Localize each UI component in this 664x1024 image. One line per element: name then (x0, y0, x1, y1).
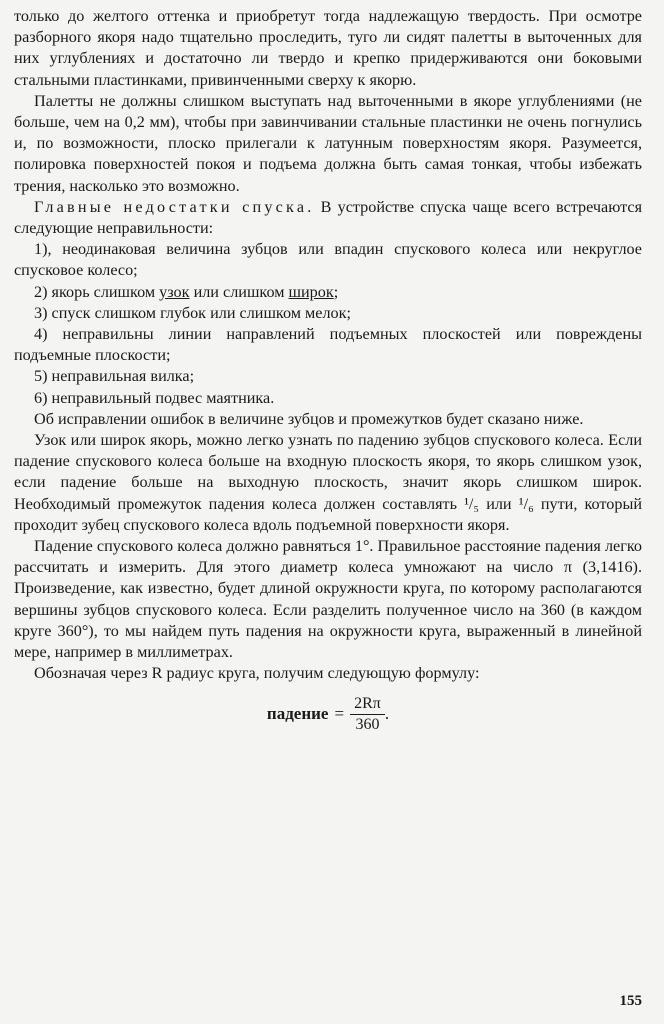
formula-numerator: 2Rπ (350, 695, 385, 715)
formula-denominator: 360 (355, 715, 380, 733)
formula-equals: = (334, 704, 345, 723)
defects-heading: Главные недостатки спуска. (34, 197, 315, 216)
page-number: 155 (619, 993, 642, 1009)
paragraph-defects-intro (14, 197, 642, 239)
list-item-text: или слишком (189, 282, 289, 301)
paragraph-formula-intro: Обозначая через R радиус круга, получим следующую формулу: (34, 664, 480, 683)
underlined-word-narrow: узок (159, 282, 190, 301)
list-item-text: 2) якорь слишком (34, 282, 160, 301)
fall-formula (14, 695, 642, 734)
paragraph-corrections: Об исправлении ошибок в величине зубцов и промежутков будет сказано ниже. (34, 409, 584, 428)
formula-period: . (384, 704, 390, 723)
paragraph-palettes: Палетты не должны слишком выступать над выточенными в якоре углублениями (не больше, чем на 0,2 мм), чтобы при завинчивании стальные пластинки не очень погнулись и, по возможности, плоско прилегали к латунным поверхностям якоря. Разумеется, полировка поверхностей покоя и подъема должна быть самая тонкая, чтобы избежать трения, насколько это возможно. (14, 91, 642, 195)
formula-fraction (350, 695, 385, 734)
body-text (14, 6, 642, 685)
paragraph-fall: Узок или широк якорь, можно легко узнать по падению зубцов спускового колеса. Если падение спускового колеса больше на входную плоскость якоря, то якорь слишком узок, если падение больше на выходную плоскость, значит якорь слишком широк. Необходимый промежуток падения колеса должен составлять ¹/₅ или ¹/₆ пути, который проходит зубец спускового колеса вдоль подъемной поверхности якоря. (14, 431, 642, 534)
list-item-text: ; (333, 282, 339, 301)
paragraph-continued: только до желтого оттенка и приобретут тогда надлежащую твердость. При осмотре разборного якоря надо тщательно проследить, туго ли сидят палетты в выточенных для них углублениях и достаточно ли твердо и крепко придерживаются они боковыми стальными пластинками, привинченными сверху к якорю. (14, 7, 642, 89)
list-item: 1), неодинаковая величина зубцов или впадин спускового колеса или некруглое спусковое колесо; (14, 240, 642, 280)
list-item: 5) неправильная вилка; (34, 367, 195, 386)
list-item: 6) неправильный подвес маятника. (34, 388, 275, 407)
defects-intro-text: В устройстве спуска чаще всего встречаются следующие неправильности: (14, 197, 643, 238)
list-item (14, 282, 642, 303)
paragraph-calculation: Падение спускового колеса должно равняться 1°. Правильное расстояние падения легко рассчитать и измерить. Для этого диаметр колеса умножают на число π (3,1416). Произведение, как известно, будет длиной окружности круга, по которому располагаются вершины зубцов спускового колеса. Если разделить полученное число на 360 (в каждом круге 360°), то мы найдем путь падения на окружности круга, выраженный в линейной мере, например в миллиметрах. (14, 537, 642, 662)
list-item: 3) спуск слишком глубок или слишком мелок; (34, 303, 352, 322)
underlined-word-wide: широк (288, 282, 334, 301)
formula-lhs: падение (266, 704, 329, 723)
list-item: 4) неправильны линии направлений подъемных плоскостей или повреждены подъемные плоскости; (14, 325, 642, 365)
